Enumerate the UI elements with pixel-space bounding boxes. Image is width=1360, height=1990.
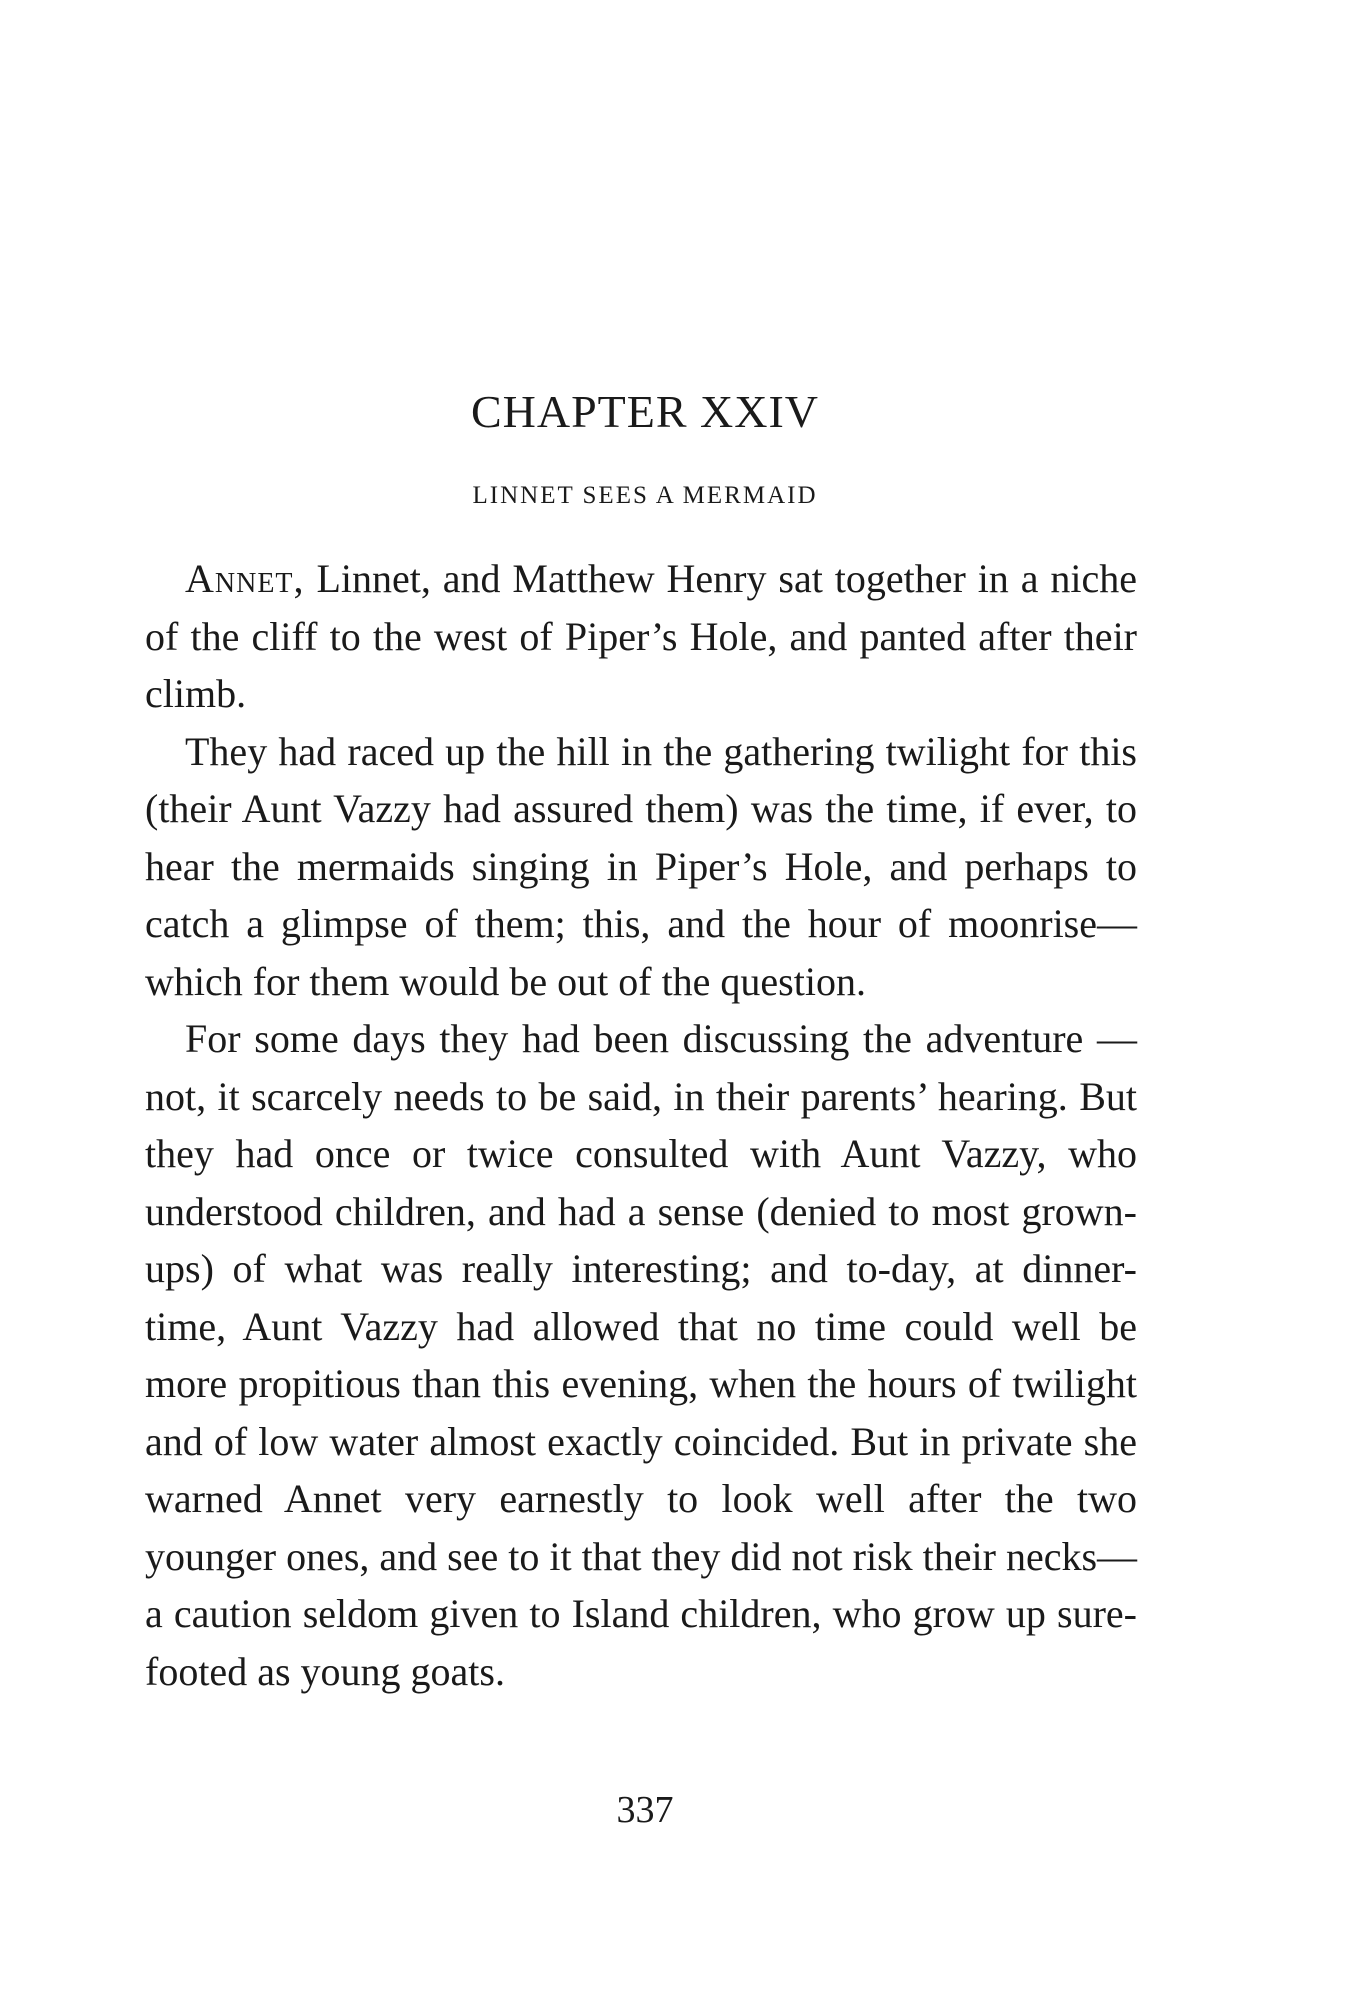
paragraph-lead-word: Annet, — [185, 556, 305, 601]
body-text — [145, 550, 1137, 1700]
paragraph-2: They had raced up the hill in the gathering twilight for this (their Aunt Vazzy had assured them) was the time, if ever, to hear the mermaids singing in Piper’s Hole, and perhaps to catch a glimpse of them; this, and the hour of moonrise—which for them would be out of the question. — [145, 728, 1137, 1004]
paragraph-text: Linnet, and Matthew Henry sat together in a niche of the cliff to the west of Piper’s Hole, and panted after their climb. — [145, 556, 1137, 716]
chapter-title: LINNET SEES A MERMAID — [472, 482, 818, 509]
chapter-number: CHAPTER XXIV — [470, 386, 820, 437]
page-number: 337 — [616, 1789, 674, 1831]
paragraph-3: For some days they had been discussing the adventure —not, it scarcely needs to be said, in their parents’ hearing. But they had once or twice consulted with Aunt Vazzy, who understood children, and had a sense (denied to most grown-ups) of what was really interesting; and to-day, at dinner-time, Aunt Vazzy had allowed that no time could well be more propitious than this evening, when the hours of twilight and of low water almost exactly coincided. But in private she warned Annet very earnestly to look well after the two younger ones, and see to it that they did not risk their necks—a caution seldom given to Island children, who grow up sure-footed as young goats. — [145, 1016, 1138, 1694]
paragraph-1 — [145, 550, 1137, 723]
